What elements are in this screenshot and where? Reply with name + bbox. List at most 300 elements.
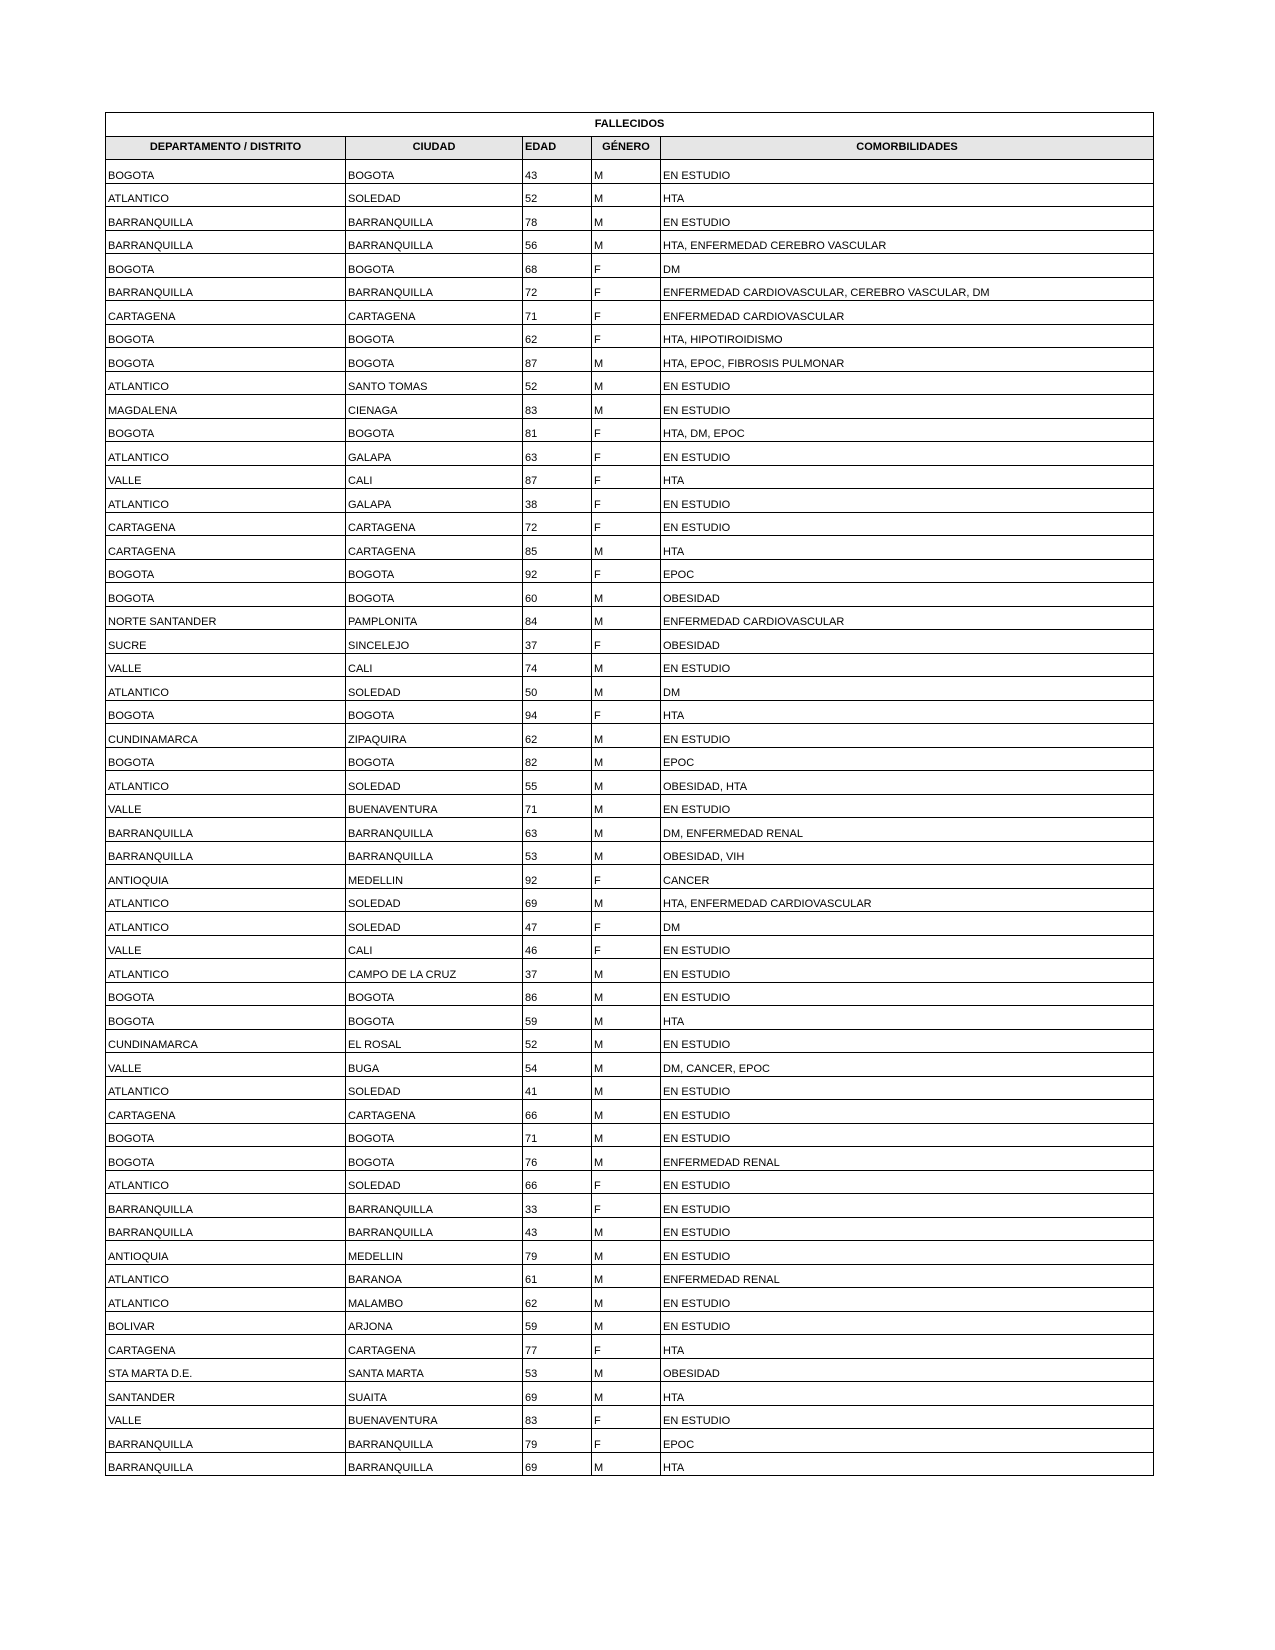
edad-cell: 52 xyxy=(523,1029,592,1053)
edad-cell: 60 xyxy=(523,583,592,607)
departamento-cell: ATLANTICO xyxy=(106,912,346,936)
departamento-cell: BOGOTA xyxy=(106,160,346,184)
ciudad-cell: BOGOTA xyxy=(346,559,523,583)
ciudad-cell: SANTA MARTA xyxy=(346,1358,523,1382)
table-row xyxy=(106,1382,1154,1406)
table-row xyxy=(106,1311,1154,1335)
comorbilidades-cell: EN ESTUDIO xyxy=(661,160,1154,184)
comorbilidades-cell: HTA xyxy=(661,700,1154,724)
ciudad-cell: EL ROSAL xyxy=(346,1029,523,1053)
comorbilidades-cell: EN ESTUDIO xyxy=(661,1288,1154,1312)
departamento-cell: ATLANTICO xyxy=(106,1170,346,1194)
departamento-cell: ATLANTICO xyxy=(106,371,346,395)
genero-cell: M xyxy=(592,888,661,912)
comorbilidades-cell: DM xyxy=(661,912,1154,936)
genero-cell: M xyxy=(592,606,661,630)
edad-cell: 81 xyxy=(523,418,592,442)
ciudad-cell: BARRANQUILLA xyxy=(346,1429,523,1453)
ciudad-cell: SOLEDAD xyxy=(346,912,523,936)
departamento-cell: BOGOTA xyxy=(106,348,346,372)
table-row xyxy=(106,1029,1154,1053)
genero-cell: F xyxy=(592,559,661,583)
edad-cell: 43 xyxy=(523,160,592,184)
ciudad-cell: SINCELEJO xyxy=(346,630,523,654)
comorbilidades-cell: EN ESTUDIO xyxy=(661,794,1154,818)
table-row xyxy=(106,1217,1154,1241)
edad-cell: 69 xyxy=(523,1382,592,1406)
edad-cell: 69 xyxy=(523,1452,592,1476)
table-row xyxy=(106,677,1154,701)
edad-cell: 77 xyxy=(523,1335,592,1359)
table-row xyxy=(106,395,1154,419)
genero-cell: M xyxy=(592,982,661,1006)
edad-cell: 83 xyxy=(523,1405,592,1429)
departamento-cell: ATLANTICO xyxy=(106,1076,346,1100)
edad-cell: 37 xyxy=(523,630,592,654)
genero-cell: M xyxy=(592,747,661,771)
comorbilidades-cell: EN ESTUDIO xyxy=(661,1405,1154,1429)
genero-cell: F xyxy=(592,630,661,654)
edad-cell: 62 xyxy=(523,724,592,748)
table-row xyxy=(106,935,1154,959)
table-row xyxy=(106,959,1154,983)
edad-cell: 53 xyxy=(523,841,592,865)
ciudad-cell: BARRANQUILLA xyxy=(346,230,523,254)
table-row xyxy=(106,1429,1154,1453)
genero-cell: F xyxy=(592,1170,661,1194)
edad-cell: 71 xyxy=(523,301,592,325)
comorbilidades-cell: ENFERMEDAD RENAL xyxy=(661,1264,1154,1288)
genero-cell: M xyxy=(592,1147,661,1171)
genero-cell: M xyxy=(592,841,661,865)
genero-cell: M xyxy=(592,207,661,231)
comorbilidades-cell: HTA, ENFERMEDAD CEREBRO VASCULAR xyxy=(661,230,1154,254)
table-row xyxy=(106,794,1154,818)
departamento-cell: BOGOTA xyxy=(106,1006,346,1030)
genero-cell: F xyxy=(592,1405,661,1429)
ciudad-cell: GALAPA xyxy=(346,489,523,513)
table-row xyxy=(106,160,1154,184)
edad-cell: 56 xyxy=(523,230,592,254)
table-row xyxy=(106,1405,1154,1429)
edad-cell: 94 xyxy=(523,700,592,724)
departamento-cell: BOGOTA xyxy=(106,418,346,442)
table-row xyxy=(106,1358,1154,1382)
table-row xyxy=(106,1147,1154,1171)
table-row xyxy=(106,512,1154,536)
table-row xyxy=(106,489,1154,513)
departamento-cell: ATLANTICO xyxy=(106,1264,346,1288)
departamento-cell: BOGOTA xyxy=(106,982,346,1006)
comorbilidades-cell: OBESIDAD xyxy=(661,1358,1154,1382)
genero-cell: F xyxy=(592,254,661,278)
departamento-cell: SUCRE xyxy=(106,630,346,654)
edad-cell: 71 xyxy=(523,1123,592,1147)
column-header-ciudad: CIUDAD xyxy=(346,136,523,160)
departamento-cell: ATLANTICO xyxy=(106,959,346,983)
deaths-table xyxy=(105,112,1154,1476)
table-row xyxy=(106,183,1154,207)
genero-cell: M xyxy=(592,183,661,207)
genero-cell: F xyxy=(592,489,661,513)
comorbilidades-cell: EN ESTUDIO xyxy=(661,512,1154,536)
edad-cell: 52 xyxy=(523,183,592,207)
table-row xyxy=(106,724,1154,748)
table-row xyxy=(106,1076,1154,1100)
table-row xyxy=(106,1100,1154,1124)
table-title: FALLECIDOS xyxy=(106,113,1154,137)
ciudad-cell: SOLEDAD xyxy=(346,183,523,207)
comorbilidades-cell: EN ESTUDIO xyxy=(661,489,1154,513)
table-row xyxy=(106,230,1154,254)
genero-cell: F xyxy=(592,1194,661,1218)
ciudad-cell: BOGOTA xyxy=(346,160,523,184)
ciudad-cell: BUGA xyxy=(346,1053,523,1077)
comorbilidades-cell: EN ESTUDIO xyxy=(661,982,1154,1006)
edad-cell: 38 xyxy=(523,489,592,513)
ciudad-cell: SOLEDAD xyxy=(346,677,523,701)
genero-cell: F xyxy=(592,1335,661,1359)
table-row xyxy=(106,418,1154,442)
table-row xyxy=(106,254,1154,278)
comorbilidades-cell: CANCER xyxy=(661,865,1154,889)
edad-cell: 62 xyxy=(523,324,592,348)
table-row xyxy=(106,1123,1154,1147)
genero-cell: M xyxy=(592,1288,661,1312)
departamento-cell: BARRANQUILLA xyxy=(106,277,346,301)
ciudad-cell: BARRANQUILLA xyxy=(346,841,523,865)
departamento-cell: BOGOTA xyxy=(106,1123,346,1147)
departamento-cell: BOLIVAR xyxy=(106,1311,346,1335)
comorbilidades-cell: EN ESTUDIO xyxy=(661,207,1154,231)
table-row xyxy=(106,1264,1154,1288)
edad-cell: 43 xyxy=(523,1217,592,1241)
table-row xyxy=(106,536,1154,560)
edad-cell: 63 xyxy=(523,442,592,466)
genero-cell: M xyxy=(592,1076,661,1100)
comorbilidades-cell: ENFERMEDAD CARDIOVASCULAR xyxy=(661,606,1154,630)
departamento-cell: CARTAGENA xyxy=(106,536,346,560)
comorbilidades-cell: EN ESTUDIO xyxy=(661,1241,1154,1265)
ciudad-cell: CARTAGENA xyxy=(346,301,523,325)
table-row xyxy=(106,653,1154,677)
edad-cell: 87 xyxy=(523,465,592,489)
ciudad-cell: CIENAGA xyxy=(346,395,523,419)
departamento-cell: VALLE xyxy=(106,653,346,677)
ciudad-cell: BOGOTA xyxy=(346,583,523,607)
comorbilidades-cell: HTA xyxy=(661,536,1154,560)
departamento-cell: ATLANTICO xyxy=(106,771,346,795)
table-row xyxy=(106,1194,1154,1218)
genero-cell: F xyxy=(592,865,661,889)
edad-cell: 66 xyxy=(523,1170,592,1194)
column-header-departamento: DEPARTAMENTO / DISTRITO xyxy=(106,136,346,160)
deaths-sheet xyxy=(105,112,1153,1476)
edad-cell: 86 xyxy=(523,982,592,1006)
edad-cell: 82 xyxy=(523,747,592,771)
genero-cell: M xyxy=(592,371,661,395)
column-header-comorbilidades: COMORBILIDADES xyxy=(661,136,1154,160)
departamento-cell: VALLE xyxy=(106,935,346,959)
genero-cell: M xyxy=(592,959,661,983)
edad-cell: 50 xyxy=(523,677,592,701)
comorbilidades-cell: HTA, EPOC, FIBROSIS PULMONAR xyxy=(661,348,1154,372)
table-row xyxy=(106,1170,1154,1194)
edad-cell: 84 xyxy=(523,606,592,630)
ciudad-cell: BOGOTA xyxy=(346,1147,523,1171)
table-header-row xyxy=(106,136,1154,160)
table-row xyxy=(106,865,1154,889)
genero-cell: M xyxy=(592,1241,661,1265)
departamento-cell: BARRANQUILLA xyxy=(106,818,346,842)
comorbilidades-cell: DM, ENFERMEDAD RENAL xyxy=(661,818,1154,842)
comorbilidades-cell: OBESIDAD xyxy=(661,583,1154,607)
ciudad-cell: BARRANQUILLA xyxy=(346,1194,523,1218)
edad-cell: 72 xyxy=(523,512,592,536)
departamento-cell: CARTAGENA xyxy=(106,512,346,536)
ciudad-cell: SOLEDAD xyxy=(346,1170,523,1194)
table-row xyxy=(106,442,1154,466)
comorbilidades-cell: ENFERMEDAD CARDIOVASCULAR, CEREBRO VASCULAR, DM xyxy=(661,277,1154,301)
comorbilidades-cell: OBESIDAD xyxy=(661,630,1154,654)
departamento-cell: BARRANQUILLA xyxy=(106,230,346,254)
edad-cell: 69 xyxy=(523,888,592,912)
table-row xyxy=(106,277,1154,301)
departamento-cell: BARRANQUILLA xyxy=(106,841,346,865)
edad-cell: 59 xyxy=(523,1006,592,1030)
comorbilidades-cell: EN ESTUDIO xyxy=(661,1100,1154,1124)
genero-cell: M xyxy=(592,1452,661,1476)
ciudad-cell: BARRANQUILLA xyxy=(346,1452,523,1476)
departamento-cell: BARRANQUILLA xyxy=(106,1217,346,1241)
comorbilidades-cell: DM xyxy=(661,254,1154,278)
ciudad-cell: BARRANQUILLA xyxy=(346,277,523,301)
departamento-cell: VALLE xyxy=(106,794,346,818)
genero-cell: M xyxy=(592,583,661,607)
comorbilidades-cell: HTA, DM, EPOC xyxy=(661,418,1154,442)
ciudad-cell: MEDELLIN xyxy=(346,1241,523,1265)
table-row xyxy=(106,630,1154,654)
comorbilidades-cell: OBESIDAD, VIH xyxy=(661,841,1154,865)
genero-cell: M xyxy=(592,1053,661,1077)
ciudad-cell: SUAITA xyxy=(346,1382,523,1406)
ciudad-cell: CARTAGENA xyxy=(346,1100,523,1124)
table-row xyxy=(106,818,1154,842)
column-header-edad: EDAD xyxy=(523,136,592,160)
table-row xyxy=(106,207,1154,231)
comorbilidades-cell: HTA xyxy=(661,1452,1154,1476)
departamento-cell: BARRANQUILLA xyxy=(106,1429,346,1453)
ciudad-cell: CALI xyxy=(346,653,523,677)
departamento-cell: ATLANTICO xyxy=(106,888,346,912)
ciudad-cell: CARTAGENA xyxy=(346,1335,523,1359)
column-header-genero: GÉNERO xyxy=(592,136,661,160)
departamento-cell: BOGOTA xyxy=(106,324,346,348)
departamento-cell: ANTIOQUIA xyxy=(106,1241,346,1265)
ciudad-cell: GALAPA xyxy=(346,442,523,466)
departamento-cell: BOGOTA xyxy=(106,559,346,583)
genero-cell: M xyxy=(592,230,661,254)
edad-cell: 87 xyxy=(523,348,592,372)
comorbilidades-cell: ENFERMEDAD CARDIOVASCULAR xyxy=(661,301,1154,325)
comorbilidades-cell: HTA xyxy=(661,1335,1154,1359)
genero-cell: M xyxy=(592,653,661,677)
edad-cell: 53 xyxy=(523,1358,592,1382)
departamento-cell: ATLANTICO xyxy=(106,677,346,701)
departamento-cell: ATLANTICO xyxy=(106,1288,346,1312)
ciudad-cell: BUENAVENTURA xyxy=(346,794,523,818)
comorbilidades-cell: EN ESTUDIO xyxy=(661,1311,1154,1335)
edad-cell: 62 xyxy=(523,1288,592,1312)
ciudad-cell: PAMPLONITA xyxy=(346,606,523,630)
ciudad-cell: BOGOTA xyxy=(346,324,523,348)
genero-cell: M xyxy=(592,1358,661,1382)
edad-cell: 78 xyxy=(523,207,592,231)
ciudad-cell: BARRANQUILLA xyxy=(346,207,523,231)
edad-cell: 63 xyxy=(523,818,592,842)
edad-cell: 74 xyxy=(523,653,592,677)
departamento-cell: CARTAGENA xyxy=(106,1335,346,1359)
comorbilidades-cell: HTA xyxy=(661,465,1154,489)
ciudad-cell: CAMPO DE LA CRUZ xyxy=(346,959,523,983)
table-row xyxy=(106,1452,1154,1476)
edad-cell: 66 xyxy=(523,1100,592,1124)
ciudad-cell: CALI xyxy=(346,465,523,489)
genero-cell: F xyxy=(592,1429,661,1453)
table-row xyxy=(106,1288,1154,1312)
edad-cell: 76 xyxy=(523,1147,592,1171)
ciudad-cell: BOGOTA xyxy=(346,254,523,278)
edad-cell: 79 xyxy=(523,1429,592,1453)
edad-cell: 61 xyxy=(523,1264,592,1288)
comorbilidades-cell: EN ESTUDIO xyxy=(661,395,1154,419)
genero-cell: M xyxy=(592,1217,661,1241)
edad-cell: 33 xyxy=(523,1194,592,1218)
departamento-cell: CARTAGENA xyxy=(106,301,346,325)
ciudad-cell: BARRANQUILLA xyxy=(346,1217,523,1241)
edad-cell: 79 xyxy=(523,1241,592,1265)
table-row xyxy=(106,912,1154,936)
table-row xyxy=(106,324,1154,348)
comorbilidades-cell: EN ESTUDIO xyxy=(661,1123,1154,1147)
comorbilidades-cell: EN ESTUDIO xyxy=(661,1076,1154,1100)
genero-cell: M xyxy=(592,1264,661,1288)
comorbilidades-cell: ENFERMEDAD RENAL xyxy=(661,1147,1154,1171)
ciudad-cell: BOGOTA xyxy=(346,1123,523,1147)
departamento-cell: CARTAGENA xyxy=(106,1100,346,1124)
comorbilidades-cell: EN ESTUDIO xyxy=(661,724,1154,748)
departamento-cell: CUNDINAMARCA xyxy=(106,724,346,748)
departamento-cell: SANTANDER xyxy=(106,1382,346,1406)
edad-cell: 68 xyxy=(523,254,592,278)
comorbilidades-cell: EN ESTUDIO xyxy=(661,371,1154,395)
comorbilidades-cell: EN ESTUDIO xyxy=(661,959,1154,983)
table-row xyxy=(106,348,1154,372)
genero-cell: F xyxy=(592,301,661,325)
table-row xyxy=(106,371,1154,395)
genero-cell: M xyxy=(592,395,661,419)
genero-cell: F xyxy=(592,442,661,466)
departamento-cell: BARRANQUILLA xyxy=(106,1452,346,1476)
departamento-cell: BARRANQUILLA xyxy=(106,1194,346,1218)
ciudad-cell: SOLEDAD xyxy=(346,1076,523,1100)
genero-cell: M xyxy=(592,536,661,560)
ciudad-cell: SOLEDAD xyxy=(346,771,523,795)
table-row xyxy=(106,1053,1154,1077)
departamento-cell: BOGOTA xyxy=(106,700,346,724)
genero-cell: M xyxy=(592,1382,661,1406)
ciudad-cell: BOGOTA xyxy=(346,348,523,372)
genero-cell: M xyxy=(592,677,661,701)
departamento-cell: VALLE xyxy=(106,1405,346,1429)
comorbilidades-cell: HTA, HIPOTIROIDISMO xyxy=(661,324,1154,348)
edad-cell: 47 xyxy=(523,912,592,936)
comorbilidades-cell: HTA xyxy=(661,183,1154,207)
comorbilidades-cell: EN ESTUDIO xyxy=(661,1029,1154,1053)
comorbilidades-cell: EN ESTUDIO xyxy=(661,1170,1154,1194)
comorbilidades-cell: EN ESTUDIO xyxy=(661,1217,1154,1241)
genero-cell: M xyxy=(592,1100,661,1124)
table-row xyxy=(106,771,1154,795)
ciudad-cell: SOLEDAD xyxy=(346,888,523,912)
table-row xyxy=(106,982,1154,1006)
comorbilidades-cell: EPOC xyxy=(661,1429,1154,1453)
edad-cell: 92 xyxy=(523,559,592,583)
edad-cell: 71 xyxy=(523,794,592,818)
departamento-cell: STA MARTA D.E. xyxy=(106,1358,346,1382)
genero-cell: M xyxy=(592,1311,661,1335)
genero-cell: F xyxy=(592,912,661,936)
genero-cell: F xyxy=(592,465,661,489)
ciudad-cell: ARJONA xyxy=(346,1311,523,1335)
table-title-row xyxy=(106,113,1154,137)
table-row xyxy=(106,747,1154,771)
comorbilidades-cell: DM, CANCER, EPOC xyxy=(661,1053,1154,1077)
table-row xyxy=(106,301,1154,325)
genero-cell: M xyxy=(592,348,661,372)
genero-cell: F xyxy=(592,324,661,348)
edad-cell: 54 xyxy=(523,1053,592,1077)
departamento-cell: CUNDINAMARCA xyxy=(106,1029,346,1053)
edad-cell: 92 xyxy=(523,865,592,889)
table-row xyxy=(106,465,1154,489)
ciudad-cell: MALAMBO xyxy=(346,1288,523,1312)
ciudad-cell: BOGOTA xyxy=(346,982,523,1006)
ciudad-cell: BOGOTA xyxy=(346,747,523,771)
genero-cell: M xyxy=(592,724,661,748)
genero-cell: F xyxy=(592,277,661,301)
genero-cell: F xyxy=(592,700,661,724)
table-body xyxy=(106,160,1154,1476)
table-row xyxy=(106,841,1154,865)
table-row xyxy=(106,1335,1154,1359)
departamento-cell: BOGOTA xyxy=(106,747,346,771)
edad-cell: 52 xyxy=(523,371,592,395)
comorbilidades-cell: EN ESTUDIO xyxy=(661,653,1154,677)
departamento-cell: ATLANTICO xyxy=(106,183,346,207)
ciudad-cell: BOGOTA xyxy=(346,418,523,442)
departamento-cell: VALLE xyxy=(106,1053,346,1077)
comorbilidades-cell: HTA xyxy=(661,1006,1154,1030)
edad-cell: 37 xyxy=(523,959,592,983)
genero-cell: M xyxy=(592,1006,661,1030)
genero-cell: F xyxy=(592,512,661,536)
departamento-cell: BOGOTA xyxy=(106,1147,346,1171)
edad-cell: 85 xyxy=(523,536,592,560)
ciudad-cell: BOGOTA xyxy=(346,700,523,724)
comorbilidades-cell: HTA, ENFERMEDAD CARDIOVASCULAR xyxy=(661,888,1154,912)
comorbilidades-cell: EN ESTUDIO xyxy=(661,442,1154,466)
